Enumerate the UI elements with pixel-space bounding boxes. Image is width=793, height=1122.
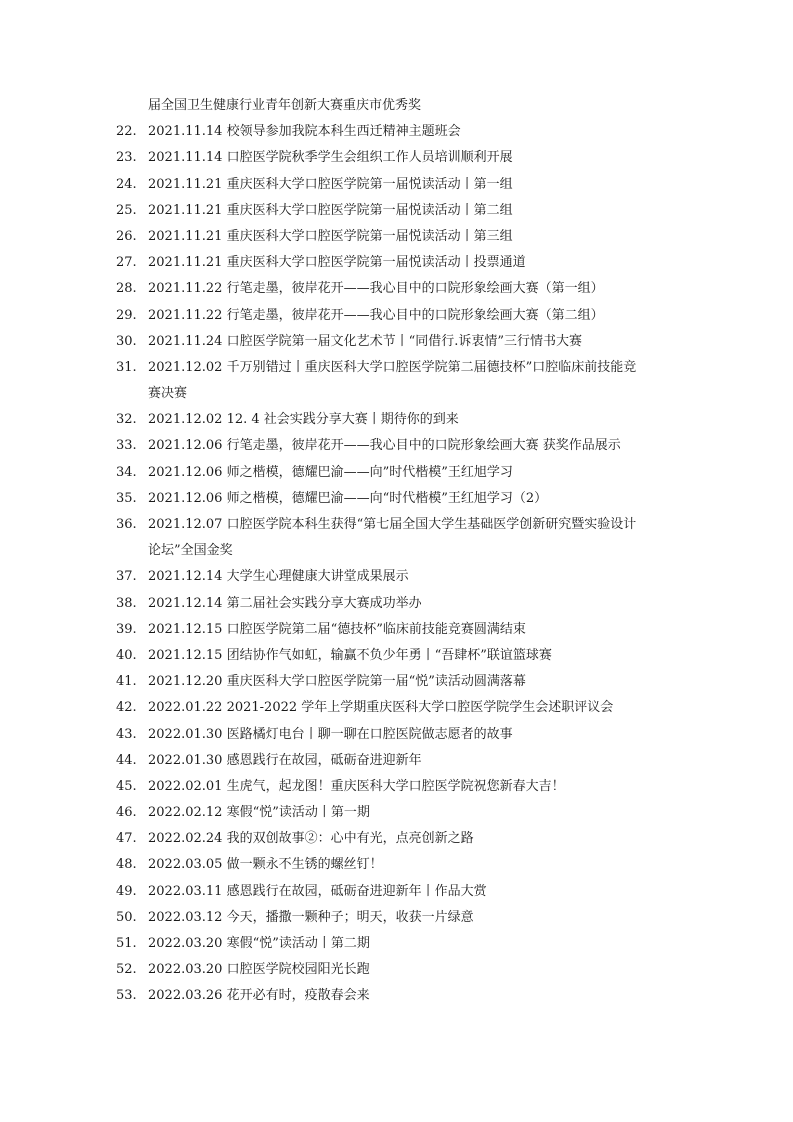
list-item xyxy=(0,591,793,617)
list-item xyxy=(0,852,793,878)
list-item-text: 2021.11.22 行笔走墨，彼岸花开——我心目中的口院形象绘画大赛（第二组） xyxy=(148,307,604,323)
list-item-number: 24. xyxy=(116,176,137,192)
list-item-text: 2022.01.30 感恩践行在故园，砥砺奋进迎新年 xyxy=(148,752,422,768)
list-item-text: 2021.11.14 校领导参加我院本科生西迁精神主题班会 xyxy=(148,124,461,140)
list-item-number: 26. xyxy=(116,228,137,244)
list-item xyxy=(0,303,793,329)
list-item xyxy=(0,748,793,774)
list-item-text: 2022.03.12 今天，播撒一颗种子；明天，收获一片绿意 xyxy=(148,909,474,925)
list-item-text: 2022.01.30 医路橘灯电台丨聊一聊在口腔医院做志愿者的故事 xyxy=(148,726,513,742)
list-item-number: 38. xyxy=(116,595,137,611)
list-item-number: 48. xyxy=(116,857,137,873)
list-item-text: 2021.11.21 重庆医科大学口腔医学院第一届悦读活动丨投票通道 xyxy=(148,255,526,271)
list-item xyxy=(0,617,793,643)
list-item-number: 42. xyxy=(116,700,137,716)
list-item-text: 2022.03.20 寒假“悦”读活动丨第二期 xyxy=(148,936,370,951)
list-item-text: 2021.12.20 重庆医科大学口腔医学院第一届“悦”读活动圆满落幕 xyxy=(148,674,526,690)
list-item-text: 2022.01.22 2021-2022 学年上学期重庆医科大学口腔医学院学生会述职评议会 xyxy=(148,700,614,716)
list-item-number: 51. xyxy=(116,936,137,951)
list-item-text: 2021.12.14 第二届社会实践分享大赛成功举办 xyxy=(148,595,422,611)
list-item xyxy=(0,329,793,355)
list-item-text: 2021.11.14 口腔医学院秋季学生会组织工作人员培训顺利开展 xyxy=(148,150,513,166)
list-item xyxy=(0,224,793,250)
list-item-number: 46. xyxy=(116,805,137,821)
list-item-text: 2021.12.06 行笔走墨，彼岸花开——我心目中的口院形象绘画大赛 获奖作品展示 xyxy=(148,438,621,454)
list-item-number: 50. xyxy=(116,909,137,925)
list-item-number: 40. xyxy=(116,647,137,663)
list-item-number: 33. xyxy=(116,438,137,454)
list-item xyxy=(0,433,793,459)
list-item-text: 2021.11.21 重庆医科大学口腔医学院第一届悦读活动丨第一组 xyxy=(148,176,513,192)
list-item xyxy=(0,460,793,486)
list-item-number: 25. xyxy=(116,202,137,218)
list-item xyxy=(0,879,793,905)
list-item xyxy=(0,119,793,145)
list-item-number: 23. xyxy=(116,150,137,166)
list-item-number: 52. xyxy=(116,962,137,978)
list-item xyxy=(0,774,793,800)
list-item-text: 2021.12.15 团结协作气如虹，输赢不负少年勇丨“吾肆杯”联谊篮球赛 xyxy=(148,647,552,663)
list-item-number: 44. xyxy=(116,752,137,768)
list-item-number: 37. xyxy=(116,569,137,585)
continuation-text: 届全国卫生健康行业青年创新大赛重庆市优秀奖 xyxy=(148,98,422,113)
list-item-number: 28. xyxy=(116,281,137,297)
list-item-number: 30. xyxy=(116,333,137,349)
list-item xyxy=(0,198,793,224)
list-item-number: 39. xyxy=(116,621,137,637)
list-item-text: 2021.11.21 重庆医科大学口腔医学院第一届悦读活动丨第三组 xyxy=(148,228,513,244)
list-item-text: 论坛”全国金奖 xyxy=(148,543,233,559)
list-item-number: 41. xyxy=(116,674,137,690)
list-item xyxy=(0,486,793,512)
list-item xyxy=(0,564,793,590)
list-item-text: 2021.12.15 口腔医学院第二届“德技杯”临床前技能竞赛圆满结束 xyxy=(148,621,526,637)
list-item-text: 2022.02.24 我的双创故事②：心中有光，点亮创新之路 xyxy=(148,831,474,847)
list-item-number: 36. xyxy=(116,517,137,532)
list-item xyxy=(0,905,793,931)
list-item xyxy=(0,669,793,695)
list-item-text: 2022.02.12 寒假“悦”读活动丨第一期 xyxy=(148,805,370,821)
list-item-text: 2021.12.02 千万别错过丨重庆医科大学口腔医学院第二届德技杯”口腔临床前技能竞 xyxy=(148,359,637,375)
continuation-line xyxy=(0,93,793,119)
list-item-number: 49. xyxy=(116,883,137,899)
list-item-text: 2021.12.07 口腔医学院本科生获得“第七届全国大学生基础医学创新研究暨实验设计 xyxy=(148,517,637,532)
list-item-text: 2021.11.22 行笔走墨，彼岸花开——我心目中的口院形象绘画大赛（第一组） xyxy=(148,281,604,297)
list-item xyxy=(0,722,793,748)
list-item xyxy=(0,172,793,198)
list-item-text: 赛决赛 xyxy=(148,386,188,402)
list-item xyxy=(0,250,793,276)
list-item xyxy=(0,826,793,852)
list-item-number: 31. xyxy=(116,359,137,375)
list-item-text: 2022.03.11 感恩践行在故园，砥砺奋进迎新年丨作品大赏 xyxy=(148,883,487,899)
list-item xyxy=(0,407,793,433)
news-list xyxy=(0,93,793,1010)
list-item xyxy=(0,643,793,669)
list-item xyxy=(0,695,793,721)
list-item-continuation xyxy=(0,538,793,564)
list-item-text: 2022.03.20 口腔医学院校园阳光长跑 xyxy=(148,962,370,978)
list-item xyxy=(0,276,793,302)
list-item-text: 2021.12.14 大学生心理健康大讲堂成果展示 xyxy=(148,569,409,585)
list-item-number: 47. xyxy=(116,831,137,847)
list-item-number: 29. xyxy=(116,307,137,323)
list-item-text: 2021.12.06 师之楷模，德耀巴渝——向”时代楷模”王红旭学习 xyxy=(148,464,513,480)
list-item-continuation xyxy=(0,381,793,407)
list-item-text: 2022.02.01 生虎气，起龙图！重庆医科大学口腔医学院祝您新春大吉！ xyxy=(148,778,565,794)
list-item-number: 22. xyxy=(116,124,137,140)
list-item-text: 2021.11.21 重庆医科大学口腔医学院第一届悦读活动丨第二组 xyxy=(148,202,513,218)
list-item xyxy=(0,145,793,171)
list-item xyxy=(0,957,793,983)
list-item-number: 32. xyxy=(116,412,137,428)
list-item-number: 27. xyxy=(116,255,137,271)
list-item-text: 2022.03.05 做一颗永不生锈的螺丝钉！ xyxy=(148,857,383,873)
list-item xyxy=(0,512,793,538)
list-item-text: 2021.12.02 12. 4 社会实践分享大赛丨期待你的到来 xyxy=(148,412,459,428)
list-item-number: 34. xyxy=(116,464,137,480)
list-item-text: 2022.03.26 花开必有时，疫散春会来 xyxy=(148,988,370,1004)
list-item xyxy=(0,983,793,1009)
list-item-text: 2021.11.24 口腔医学院第一届文化艺术节丨“同借行.诉衷情”三行情书大赛 xyxy=(148,333,582,349)
list-item xyxy=(0,355,793,381)
list-item-text: 2021.12.06 师之楷模，德耀巴渝——向“时代楷模”王红旭学习（2） xyxy=(148,490,548,506)
list-item xyxy=(0,800,793,826)
list-item xyxy=(0,931,793,957)
list-item-number: 45. xyxy=(116,778,137,794)
list-item-number: 43. xyxy=(116,726,137,742)
list-item-number: 35. xyxy=(116,490,137,506)
list-item-number: 53. xyxy=(116,988,137,1004)
